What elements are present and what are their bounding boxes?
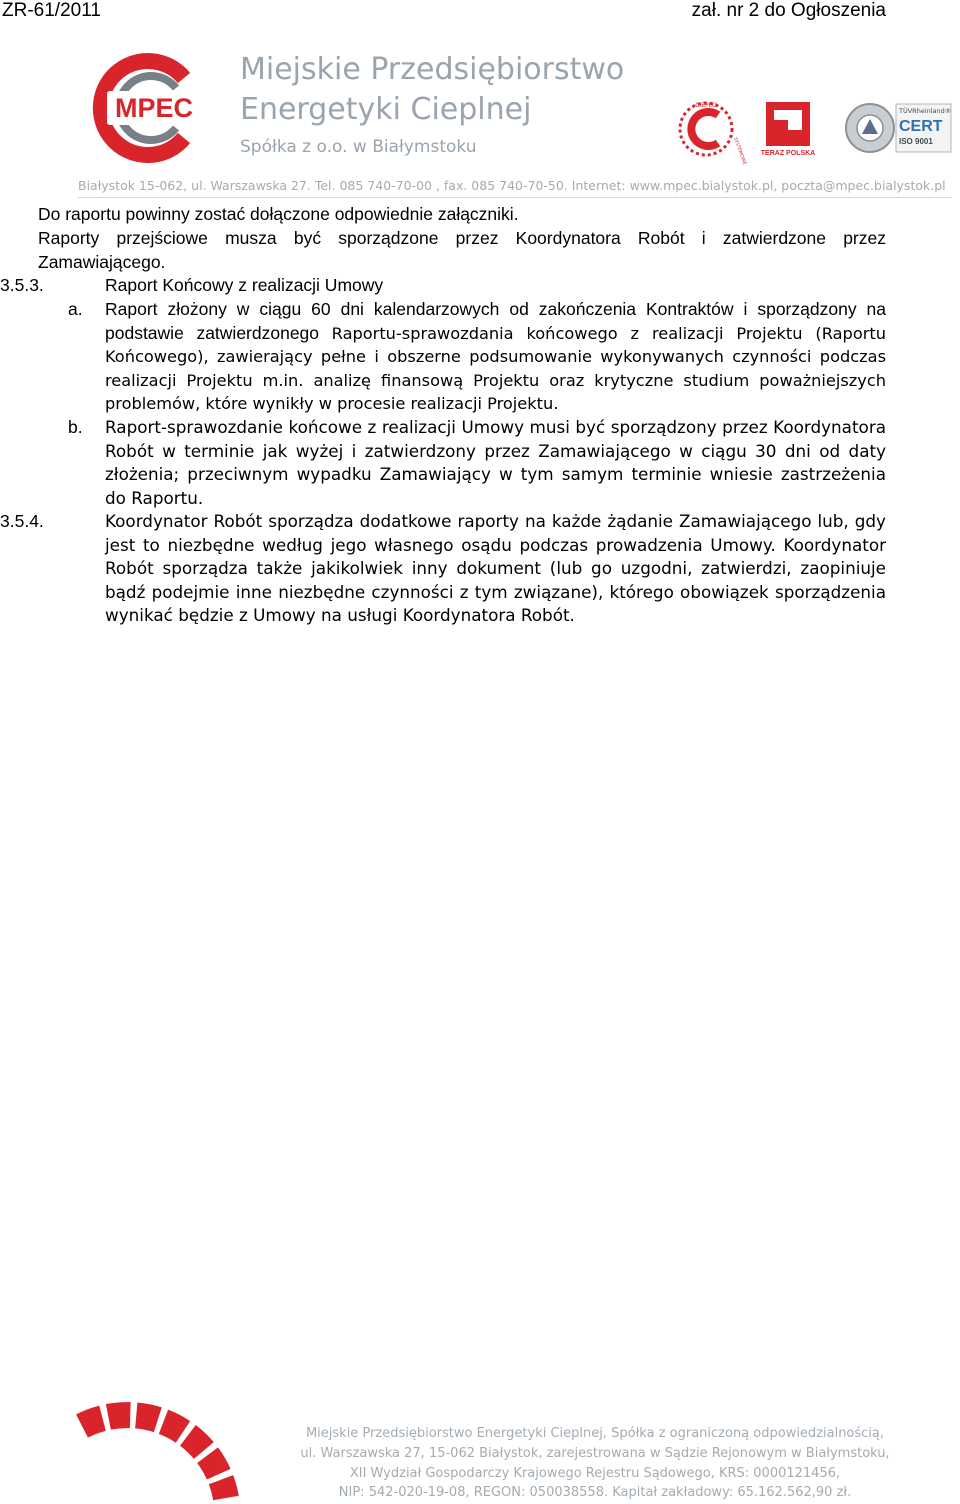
- footer-logo-graphic: [76, 1386, 232, 1502]
- intro-attachments-paragraph: Do raportu powinny zostać dołączone odpowiednie załączniki.: [38, 204, 519, 224]
- item-a-text-part-2: Raportu-sprawozdania końcowego z realizacji Projektu (Raportu Końcowego), zawierający pełne i obszerne podsumowanie wykonywanych czynności podczas realizacji Projektu m.in. analizę finansową Projektu oraz krytyczne studium poważniejszych problemów, które wynikły w procesie realizacji Projektu.: [105, 323, 886, 414]
- cert-text: CERT: [899, 118, 943, 135]
- item-a-label: a.: [68, 299, 83, 319]
- badge-teraz-polska-text: TERAZ POLSKA: [760, 150, 816, 157]
- logo-text: MPEC: [114, 93, 194, 123]
- cieplo-systemowe-badge: [676, 98, 747, 166]
- attachment-label: zał. nr 2 do Ogłoszenia: [691, 0, 886, 21]
- company-name-line-3: Spółka z o.o. w Białymstoku: [240, 137, 477, 157]
- item-b-paragraph: Raport-sprawozdanie końcowe z realizacji Umowy musi być sporządzony przez Koordynatora Robót w terminie jak wyżej i zatwierdzony przez Zamawiającego w ciągu 30 dni od daty złożenia; przeciwnym wypadku Zamawiający w tym samym terminie wniesie zastrzeżenia do Raportu.: [105, 417, 886, 508]
- company-name-line-2: Energetyki Cieplnej: [240, 92, 532, 127]
- footer-line-1: Miejskie Przedsiębiorstwo Energetyki Cieplnej, Spółka z ograniczoną odpowiedzialnością,: [305, 1426, 885, 1441]
- footer-line-2: ul. Warszawska 27, 15-062 Białystok, zarejestrowana w Sądzie Rejonowym w Białymstoku,: [300, 1446, 890, 1461]
- intro-reports-paragraph: Raporty przejściowe musza być sporządzone przez Koordynatora Robót i zatwierdzone przez Zamawiającego.: [38, 228, 886, 272]
- badge-c-shape: [691, 112, 718, 146]
- header-divider: [78, 197, 952, 198]
- badge-cieplo-text: CIEPŁO: [695, 102, 717, 109]
- teraz-polska-badge: [760, 100, 816, 158]
- section-3-5-4-paragraph: Koordynator Robót sporządza dodatkowe raporty na każde żądanie Zamawiającego lub, gdy jest to niezbędne według jego własnego osądu podczas prowadzenia Umowy. Koordynator Robót sporządza także jakikolwiek inny dokument (lub go uzgodni, zatwierdzi, zaopiniuje bądź podejmie inne niezbędne czynności z tym związane), którego obowiązek sporządzenia wynikać będzie z Umowy na usługi Koordynatora Robót.: [105, 511, 886, 626]
- item-b-label: b.: [68, 417, 83, 437]
- mpec-logo: [80, 52, 202, 164]
- iso-text: ISO 9001: [899, 137, 933, 146]
- company-name-line-1: Miejskie Przedsiębiorstwo: [240, 52, 625, 87]
- company-contact-line: Białystok 15-062, ul. Warszawska 27. Tel. 085 740-70-00 , fax. 085 740-70-50. Internet: www.mpec.bialystok.pl, poczta@mpec.bialystok.pl: [78, 178, 946, 193]
- badge-systemowe-text: SYSTEMOWE: [732, 136, 747, 166]
- section-3-5-4-number: 3.5.4.: [0, 511, 44, 531]
- item-a-paragraph: [105, 298, 886, 416]
- footer-line-4: NIP: 542-020-19-08, REGON: 050038558. Kapitał zakładowy: 65.162.562,90 zł.: [338, 1485, 852, 1500]
- tuv-cert-badge: [844, 100, 954, 158]
- section-3-5-3-title: Raport Końcowy z realizacji Umowy: [105, 275, 384, 295]
- document-reference: ZR-61/2011: [2, 0, 101, 21]
- footer-line-3: XII Wydział Gospodarczy Krajowego Rejestru Sądowego, KRS: 0000121456,: [349, 1466, 841, 1481]
- tuv-text: TÜVRheinland®: [899, 107, 952, 115]
- section-3-5-3-number: 3.5.3.: [0, 275, 44, 295]
- item-a-text-part-1: Raport złożony w ciągu 60 dni kalendarzowych od zakończenia Kontraktów i sporządzony na podstawie zatwierdzonego: [105, 299, 886, 343]
- footer-red-arc: [82, 1415, 226, 1498]
